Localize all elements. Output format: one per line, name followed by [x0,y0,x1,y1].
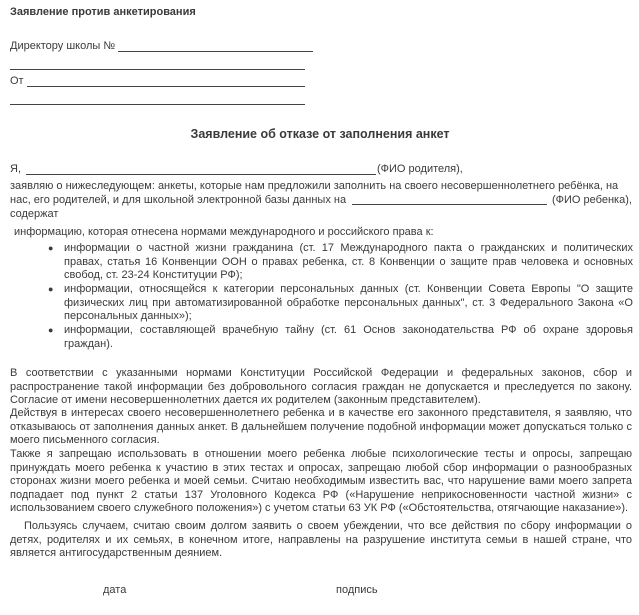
parent-name-line [26,174,376,175]
list-item [48,283,633,324]
intro-line-2: заявляю о нижеследующем: анкеты, которые нам предложили заполнить на своего несовершеннолетнего ребёнка, на [10,180,619,192]
list-item [48,242,633,283]
intro-line-3: нас, его родителей, и для школьной электронной базы данных на [10,194,347,206]
info-intro: информацию, которая отнесена нормами международного и российского права к: [14,226,434,238]
paragraph-prohibition: Также я запрещаю использовать в отношении моего ребенка любые психологические тесты и опросы, запрещаю принуждать моего ребенка к участию в этих тестах и опросах, запрещаю любой сбор информации о разнообразных сторонах жизни моего ребенка и моей семьи. Считаю необходимым известить вас, что нарушение вами моего запрета подпадает под пункт 2 статьи 137 Уголовного Кодекса РФ («Нарушение неприкосновенности частной жизни» с использованием своего служебного положения») с учетом статьи 63 УК РФ («Обстоятельства, отягчающие наказание»). [10,448,632,514]
fio-child-label: (ФИО ребенка), [552,194,632,206]
list-item-text: информации, составляющей врачебную тайну (ст. 61 Основ законодательства РФ об охране здоровья граждан). [64,324,633,350]
ya-label: Я, [10,163,21,175]
bullet-icon: ● [48,325,54,335]
paragraph-refusal: Действуя в интересах своего несовершеннолетнего ребенка и в качестве его законного представителя, я заявляю, что отказываюсь от заполнения данных анкет. В дальнейшем получение подобной информации может допускаться только с моего письменного согласия. [10,407,632,446]
signature-label: подпись [336,584,378,596]
director-line-2 [10,69,305,70]
from-line [27,86,305,87]
paragraph-conviction: Пользуясь случаем, считаю своим долгом заявить о своем убеждении, что все действия по сбору информации о детях, родителях и их семьях, в конечном итоге, направлены на разрушение института семьи в нашей стране, что является антигосударственным деянием. [10,520,632,559]
director-label: Директору школы № [10,40,116,52]
bullet-icon: ● [48,284,54,294]
doc-title: Заявление против анкетирования [10,6,196,18]
child-name-line [352,204,547,205]
from-line-2 [10,104,305,105]
director-line [118,51,313,52]
bullet-icon: ● [48,243,54,253]
main-title: Заявление об отказе от заполнения анкет [190,127,450,141]
intro-line-4: содержат [10,208,59,220]
list-item-text: информации о частной жизни гражданина (ст. 17 Международного пакта о гражданских и политических правах, статья 16 Конвенции ООН о правах ребенка, ст. 8 Конвенции о защите прав человека и основных свобод, ст. 23-24 Конституции РФ); [64,242,633,281]
paragraph-legal-basis: В соответствии с указанными нормами Конституции Российской Федерации и федеральных законов, сбор и распространение такой информации без добровольного согласия граждан не допускается и преследуется по закону. Согласие от имени несовершеннолетних дается их родителем (законным представителем). [10,367,632,406]
from-label: От [10,75,24,87]
fio-parent-label: (ФИО родителя), [377,163,463,175]
date-label: дата [103,584,127,596]
list-item [48,324,633,351]
list-item-text: информации, относящейся к категории персональных данных (ст. Конвенции Совета Европы "О защите физических лиц при автоматизированной обработке персональных данных", ст. 3 Федерального Закона «О персональных данных»); [64,283,633,322]
